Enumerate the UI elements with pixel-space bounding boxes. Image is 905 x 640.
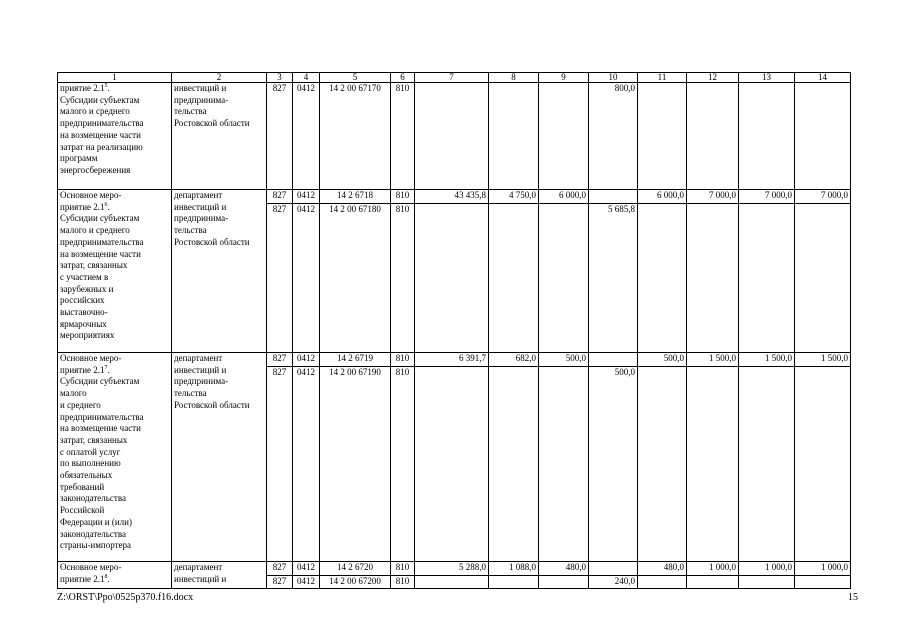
table-cell: 0412 (293, 367, 320, 562)
table-cell: 14 2 00 67200 (320, 576, 391, 589)
table-cell: 6 000,0 (638, 190, 687, 204)
table-cell: 480,0 (539, 562, 589, 576)
table-cell (489, 83, 539, 190)
table-cell (539, 204, 589, 353)
table-cell: 240,0 (589, 576, 638, 589)
table-body (58, 83, 851, 589)
header-cell: 3 (267, 73, 293, 83)
table-cell: 4 750,0 (489, 190, 539, 204)
table-cell (638, 576, 687, 589)
table-cell: 14 2 6718 (320, 190, 391, 204)
table-row (58, 562, 851, 576)
table-cell: 827 (267, 562, 293, 576)
executor-cell: департамент инвестиций и предпринима- тельства Ростовской области (172, 353, 267, 562)
table-cell (415, 204, 489, 353)
header-cell: 9 (539, 73, 589, 83)
header-cell: 7 (415, 73, 489, 83)
table-cell: 14 2 00 67170 (320, 83, 391, 190)
table-cell: 810 (391, 204, 415, 353)
table-cell: 827 (267, 190, 293, 204)
executor-cell: инвестиций и предпринима- тельства Ростовской области (172, 83, 267, 190)
table-cell (795, 576, 851, 589)
table-cell (638, 83, 687, 190)
page-number: 15 (848, 592, 858, 603)
header-cell: 10 (589, 73, 638, 83)
table-cell: 827 (267, 576, 293, 589)
table-cell (687, 367, 739, 562)
table-cell: 1 500,0 (795, 353, 851, 367)
header-cell: 13 (739, 73, 795, 83)
table-row (58, 190, 851, 204)
table-cell (539, 367, 589, 562)
header-cell: 14 (795, 73, 851, 83)
table-cell: 800,0 (589, 83, 638, 190)
table-cell: 14 2 00 67190 (320, 367, 391, 562)
table-cell: 0412 (293, 353, 320, 367)
table-cell (687, 83, 739, 190)
table-cell (687, 576, 739, 589)
table-cell (739, 204, 795, 353)
table-cell: 1 500,0 (687, 353, 739, 367)
table-cell: 0412 (293, 83, 320, 190)
table-cell: 0412 (293, 562, 320, 576)
table-cell (589, 562, 638, 576)
table-cell (739, 576, 795, 589)
table-cell: 810 (391, 353, 415, 367)
table-cell: 5 685,8 (589, 204, 638, 353)
table-cell (415, 576, 489, 589)
header-cell: 12 (687, 73, 739, 83)
table-cell: 0412 (293, 204, 320, 353)
table-cell: 810 (391, 576, 415, 589)
table-cell: 480,0 (638, 562, 687, 576)
table-cell: 0412 (293, 576, 320, 589)
table-cell: 827 (267, 367, 293, 562)
table-cell: 1 000,0 (687, 562, 739, 576)
header-cell: 2 (172, 73, 267, 83)
table-cell: 827 (267, 83, 293, 190)
table-cell (795, 83, 851, 190)
table-cell (795, 204, 851, 353)
table-cell (638, 367, 687, 562)
header-cell: 4 (293, 73, 320, 83)
table-cell: 682,0 (489, 353, 539, 367)
table-cell (539, 576, 589, 589)
table-cell: 7 000,0 (795, 190, 851, 204)
measure-name-cell: Основное меро- приятие $2.1^6$. Субсидии субъектам малого и среднего предпринимательства на возмещение части затрат, связанных с участием в зарубежных и российских выставочно- ярмарочных мероприятиях (58, 190, 172, 353)
table-cell: 1 088,0 (489, 562, 539, 576)
table-cell: 827 (267, 353, 293, 367)
header-cell: 5 (320, 73, 391, 83)
table-cell (687, 204, 739, 353)
table-cell (638, 204, 687, 353)
table-cell (739, 83, 795, 190)
table-cell: 500,0 (589, 367, 638, 562)
table-cell: 7 000,0 (687, 190, 739, 204)
table-cell: 6 391,7 (415, 353, 489, 367)
table-cell: 810 (391, 83, 415, 190)
column-number-row (58, 73, 851, 83)
file-path: Z:\ORST\Ppo\0525p370.f16.docx (57, 592, 194, 603)
header-cell: 1 (58, 73, 172, 83)
table-cell: 14 2 6719 (320, 353, 391, 367)
table-cell: 810 (391, 562, 415, 576)
table-cell: 14 2 00 67180 (320, 204, 391, 353)
table-cell: 0412 (293, 190, 320, 204)
table-cell: 810 (391, 367, 415, 562)
table-cell: 500,0 (539, 353, 589, 367)
table-cell (589, 353, 638, 367)
table-cell: 5 288,0 (415, 562, 489, 576)
table-cell (415, 83, 489, 190)
header-cell: 11 (638, 73, 687, 83)
table-cell (489, 576, 539, 589)
table-cell: 810 (391, 190, 415, 204)
table-cell: 6 000,0 (539, 190, 589, 204)
table-cell (489, 367, 539, 562)
header-cell: 6 (391, 73, 415, 83)
table-cell (739, 367, 795, 562)
table-row (58, 83, 851, 190)
table-cell: 1 500,0 (739, 353, 795, 367)
table-cell: 1 000,0 (739, 562, 795, 576)
table-cell: 43 435,8 (415, 190, 489, 204)
table-cell (795, 367, 851, 562)
measure-name-cell: Основное меро- приятие $2.1^7$. Субсидии субъектам малого и среднего предпринимательства на возмещение части затрат, связанных с оплатой услуг по выполнению обязательных требований законодательства Российской Федерации и (или) законодательства страны-импортера (58, 353, 172, 562)
table-cell: 1 000,0 (795, 562, 851, 576)
measure-name-cell: приятие $2.1^5$. Субсидии субъектам малого и среднего предпринимательства на возмещение части затрат на реализацию программ энергосбережения (58, 83, 172, 190)
table-cell: 500,0 (638, 353, 687, 367)
table-cell (489, 204, 539, 353)
executor-cell: департамент инвестиций и (172, 562, 267, 589)
table-cell: 14 2 6720 (320, 562, 391, 576)
table-cell (539, 83, 589, 190)
header-cell: 8 (489, 73, 539, 83)
executor-cell: департамент инвестиций и предпринима- тельства Ростовской области (172, 190, 267, 353)
measure-name-cell: Основное меро- приятие $2.1^8$. (58, 562, 172, 589)
table-cell: 7 000,0 (739, 190, 795, 204)
budget-table (57, 72, 851, 589)
table-cell (415, 367, 489, 562)
table-cell (589, 190, 638, 204)
table-cell: 827 (267, 204, 293, 353)
table-row (58, 353, 851, 367)
